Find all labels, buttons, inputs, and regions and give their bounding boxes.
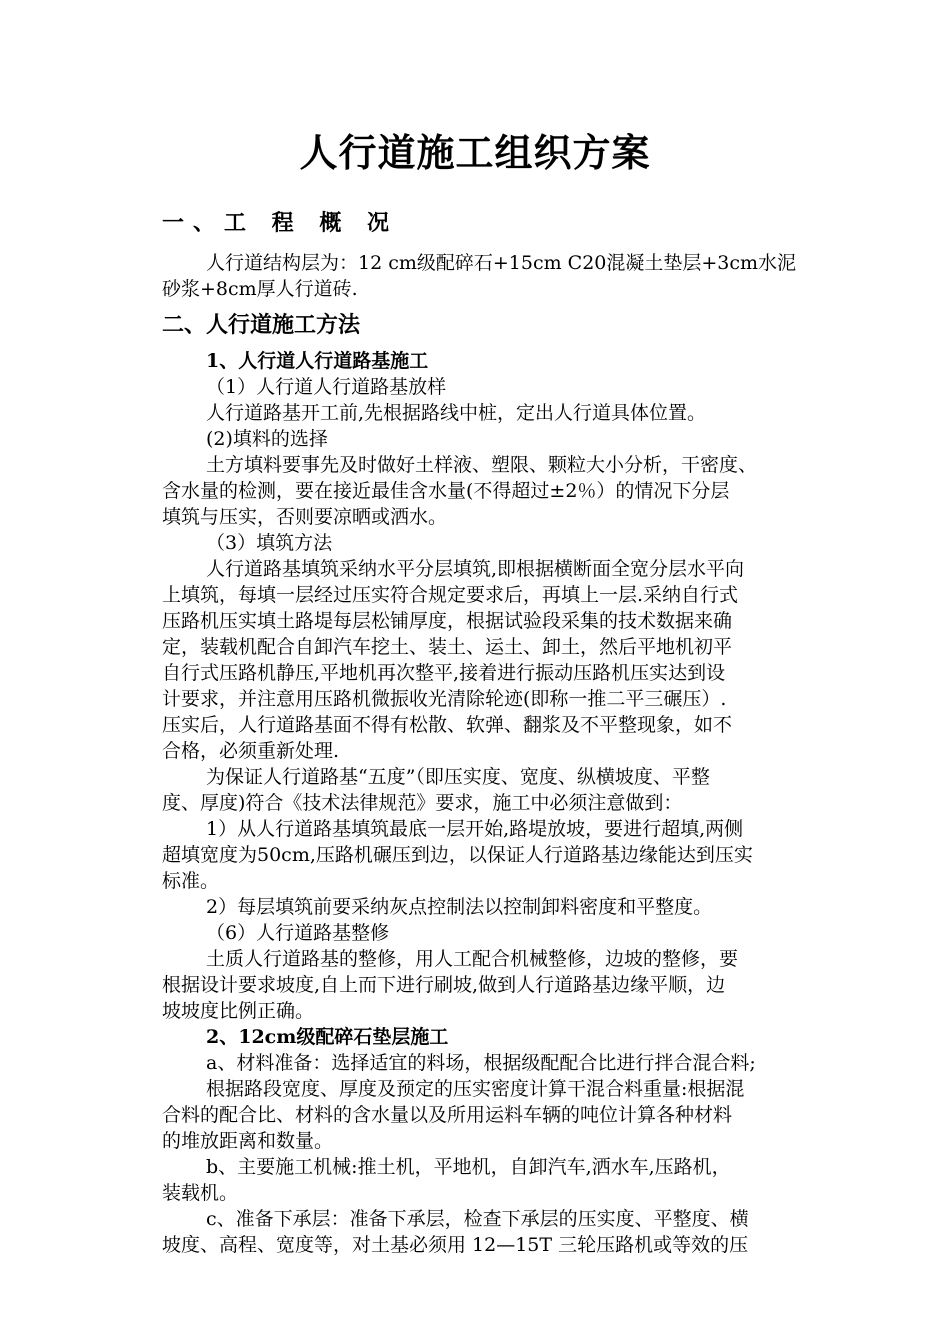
paragraph-line: b、主要施工机械:推土机，平地机，自卸汽车,洒水车,压路机， [206,1156,731,1178]
paragraph-line: 的堆放距离和数量。 [162,1130,334,1152]
paragraph-line: 合格，必须重新处理. [162,740,340,762]
paragraph-line: 土方填料要事先及时做好土样液、塑限、颗粒大小分析，干密度、 [206,454,758,476]
paragraph-line: 人行道路基开工前,先根据路线中桩，定出人行道具体位置。 [206,402,707,424]
paragraph-line: 2）每层填筑前要采纳灰点控制法以控制卸料密度和平整度。 [206,896,713,918]
paragraph-line: 定，装载机配合自卸汽车挖土、装土、运土、卸土，然后平地机初平 [162,636,733,658]
paragraph-line: 坡坡度比例正确。 [162,1000,315,1022]
paragraph-line: 坡度、高程、宽度等，对土基必须用 12—15T 三轮压路机或等效的压 [162,1234,749,1256]
paragraph-line: 计要求，并注意用压路机微振收光清除轮迹(即称一推二平三碾压）. [162,688,727,710]
item-heading: （3）填筑方法 [206,532,333,554]
paragraph-line: 装载机。 [162,1182,239,1204]
item-heading: （6）人行道路基整修 [206,922,390,944]
paragraph-line: 根据设计要求坡度,自上而下进行刷坡,做到人行道路基边缘平顺，边 [162,974,726,996]
paragraph-line: 度、厚度)符合《技术法律规范》要求，施工中必须注意做到： [162,792,683,814]
paragraph-line: 压路机压实填土路堤每层松铺厚度，根据试验段采集的技术数据来确 [162,610,733,632]
paragraph-line: 1）从人行道路基填筑最底一层开始,路堤放坡，要进行超填,两侧 [206,818,744,840]
paragraph-line: 含水量的检测，要在接近最佳含水量(不得超过±2％）的情况下分层 [162,480,730,502]
item-heading: （1）人行道人行道路基放样 [206,376,447,398]
paragraph-line: 砂浆+8cm厚人行道砖. [162,278,358,300]
subsection-heading-subgrade: 1、人行道人行道路基施工 [206,350,429,372]
paragraph-line: 合料的配合比、材料的含水量以及所用运料车辆的吨位计算各种材料 [162,1104,733,1126]
paragraph-line: 为保证人行道路基“五度”（即压实度、宽度、纵横坡度、平整 [206,766,710,788]
paragraph-line: c、准备下承层：准备下承层，检查下承层的压实度、平整度、横 [206,1208,749,1230]
paragraph-line: a、材料准备：选择适宜的料场，根据级配配合比进行拌合混合料; [206,1052,756,1074]
paragraph-line: 填筑与压实，否则要凉晒或洒水。 [162,506,448,528]
paragraph-line: 上填筑，每填一层经过压实符合规定要求后，再填上一层.采纳自行式 [162,584,739,606]
subsection-heading-gravel: 2、12cm级配碎石垫层施工 [206,1026,449,1048]
section-heading-method: 二、人行道施工方法 [162,312,361,338]
document-title: 人行道施工组织方案 [299,130,651,175]
paragraph-line: 压实后，人行道路基面不得有松散、软弹、翻浆及不平整现象，如不 [162,714,733,736]
paragraph-line: 根据路段宽度、厚度及预定的压实密度计算干混合料重量:根据混 [206,1078,745,1100]
paragraph-line: 自行式压路机静压,平地机再次整平,接着进行振动压路机压实达到设 [162,662,726,684]
paragraph-line: 土质人行道路基的整修，用人工配合机械整修，边坡的整修，要 [206,948,739,970]
paragraph-line: 标准。 [162,870,220,892]
paragraph-line: 人行道路基填筑采纳水平分层填筑,即根据横断面全宽分层水平向 [206,558,745,580]
paragraph-line: 超填宽度为50cm,压路机碾压到边，以保证人行道路基边缘能达到压实 [162,844,753,866]
paragraph-line: 人行道结构层为：12 cm级配碎石+15cm C20混凝土垫层+3cm水泥 [206,252,797,274]
item-heading: (2)填料的选择 [206,428,328,450]
section-heading-overview: 一、工 程 概 况 [162,210,398,236]
